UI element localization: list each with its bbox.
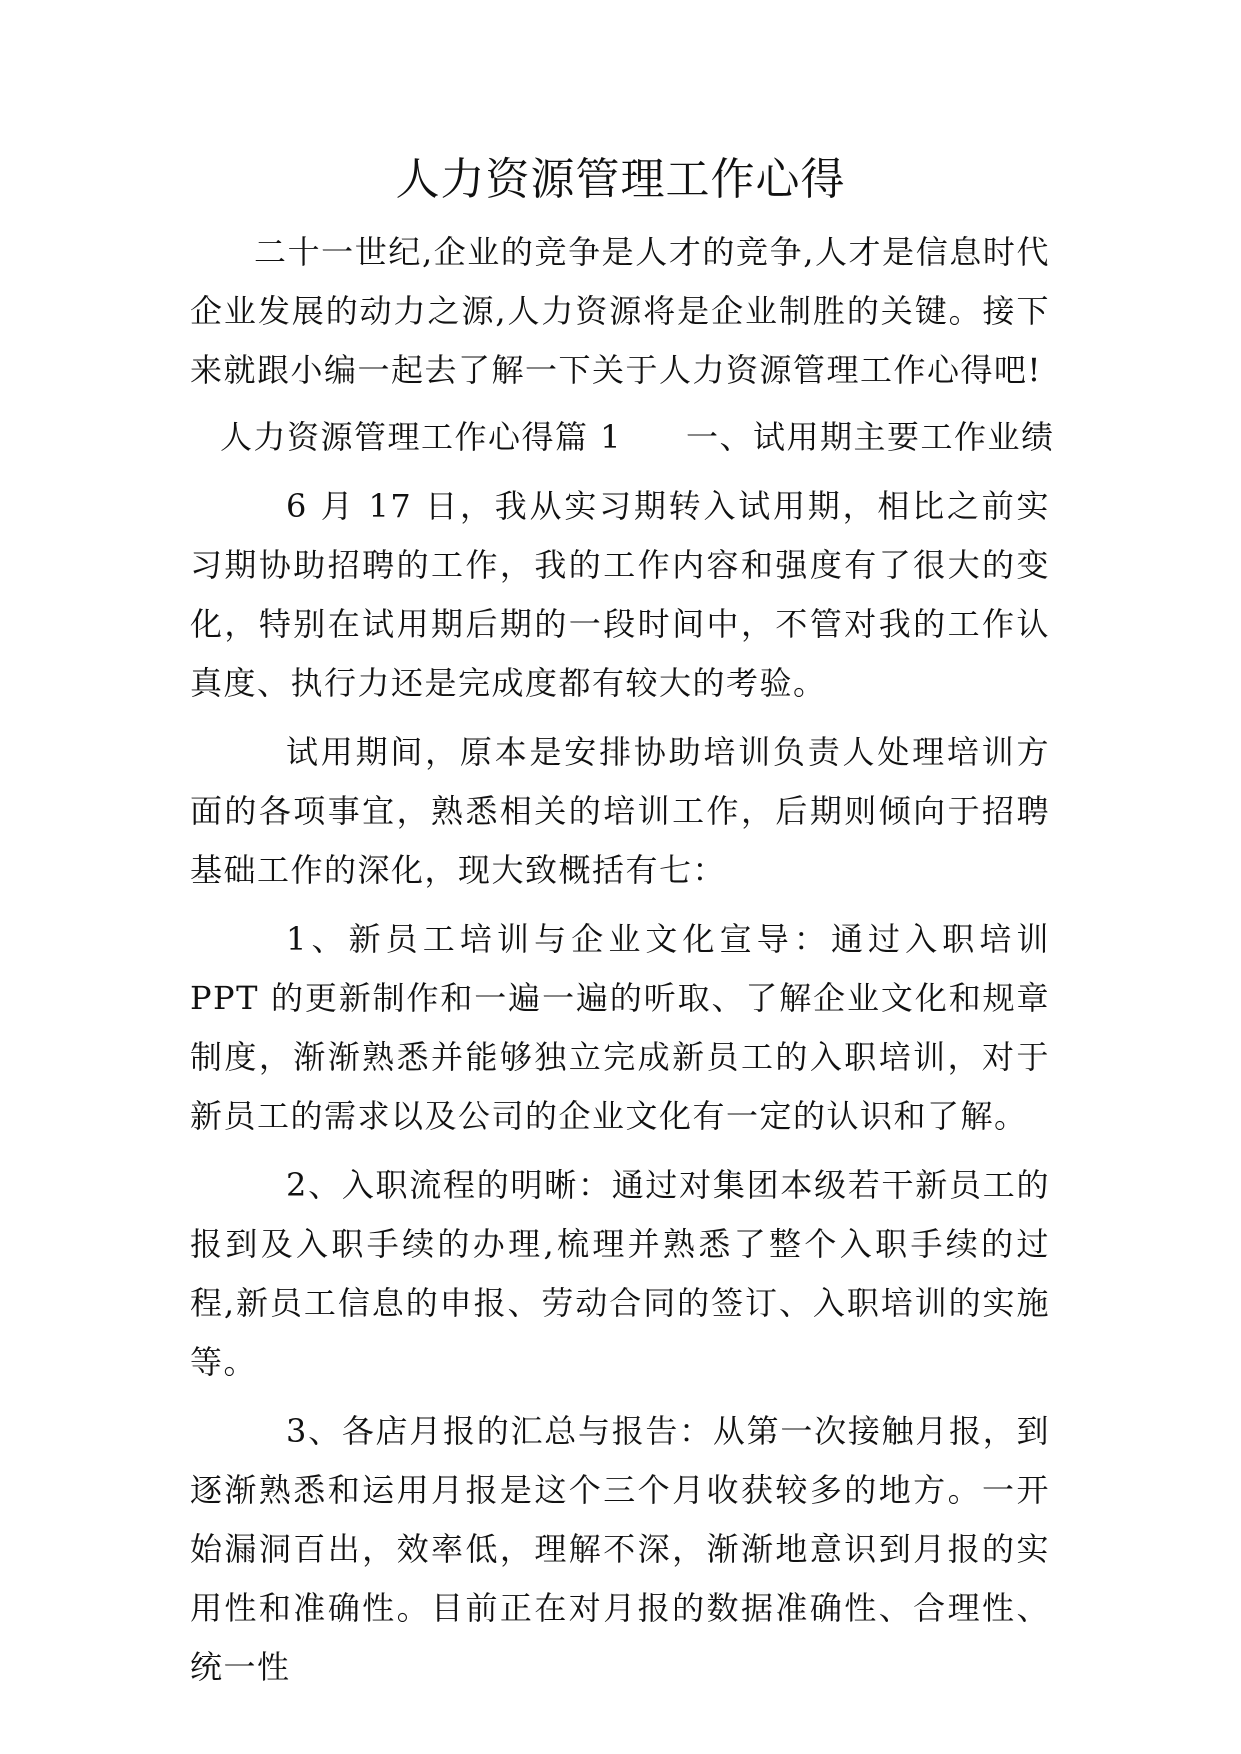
subsection-heading: 一、试用期主要工作业绩: [686, 418, 1055, 456]
body-paragraph: 6 月 17 日，我从实习期转入试用期，相比之前实习期协助招聘的工作，我的工作内容和强度有了很大的变化，特别在试用期后期的一段时间中，不管对我的工作认真度、执行力还是完成度都有较大的考验。: [190, 487, 1050, 702]
intro-paragraph: 二十一世纪,企业的竞争是人才的竞争,人才是信息时代企业发展的动力之源,人力资源将是企业制胜的关键。接下来就跟小编一起去了解一下关于人力资源管理工作心得吧!: [190, 233, 1050, 389]
document-title: 人力资源管理工作心得: [395, 154, 846, 205]
section-heading: 人力资源管理工作心得篇 1: [220, 418, 623, 456]
section-heading-line: [190, 408, 1055, 467]
document-body: [190, 223, 1055, 1697]
body-paragraph: 2、入职流程的明晰：通过对集团本级若干新员工的报到及入职手续的办理,梳理并熟悉了整个入职手续的过程,新员工信息的申报、劳动合同的签订、入职培训的实施等。: [190, 1166, 1050, 1381]
body-paragraph: 试用期间，原本是安排协助培训负责人处理培训方面的各项事宜，熟悉相关的培训工作，后期则倾向于招聘基础工作的深化，现大致概括有七：: [190, 733, 1050, 889]
body-paragraph: 1、新员工培训与企业文化宣导：通过入职培训 PPT 的更新制作和一遍一遍的听取、了解企业文化和规章制度，渐渐熟悉并能够独立完成新员工的入职培训，对于新员工的需求以及公司的企业文化有一定的认识和了解。: [190, 920, 1050, 1135]
body-paragraph: 3、各店月报的汇总与报告：从第一次接触月报，到逐渐熟悉和运用月报是这个三个月收获较多的地方。一开始漏洞百出，效率低，理解不深，渐渐地意识到月报的实用性和准确性。目前正在对月报的数据准确性、合理性、统一性: [190, 1412, 1050, 1686]
